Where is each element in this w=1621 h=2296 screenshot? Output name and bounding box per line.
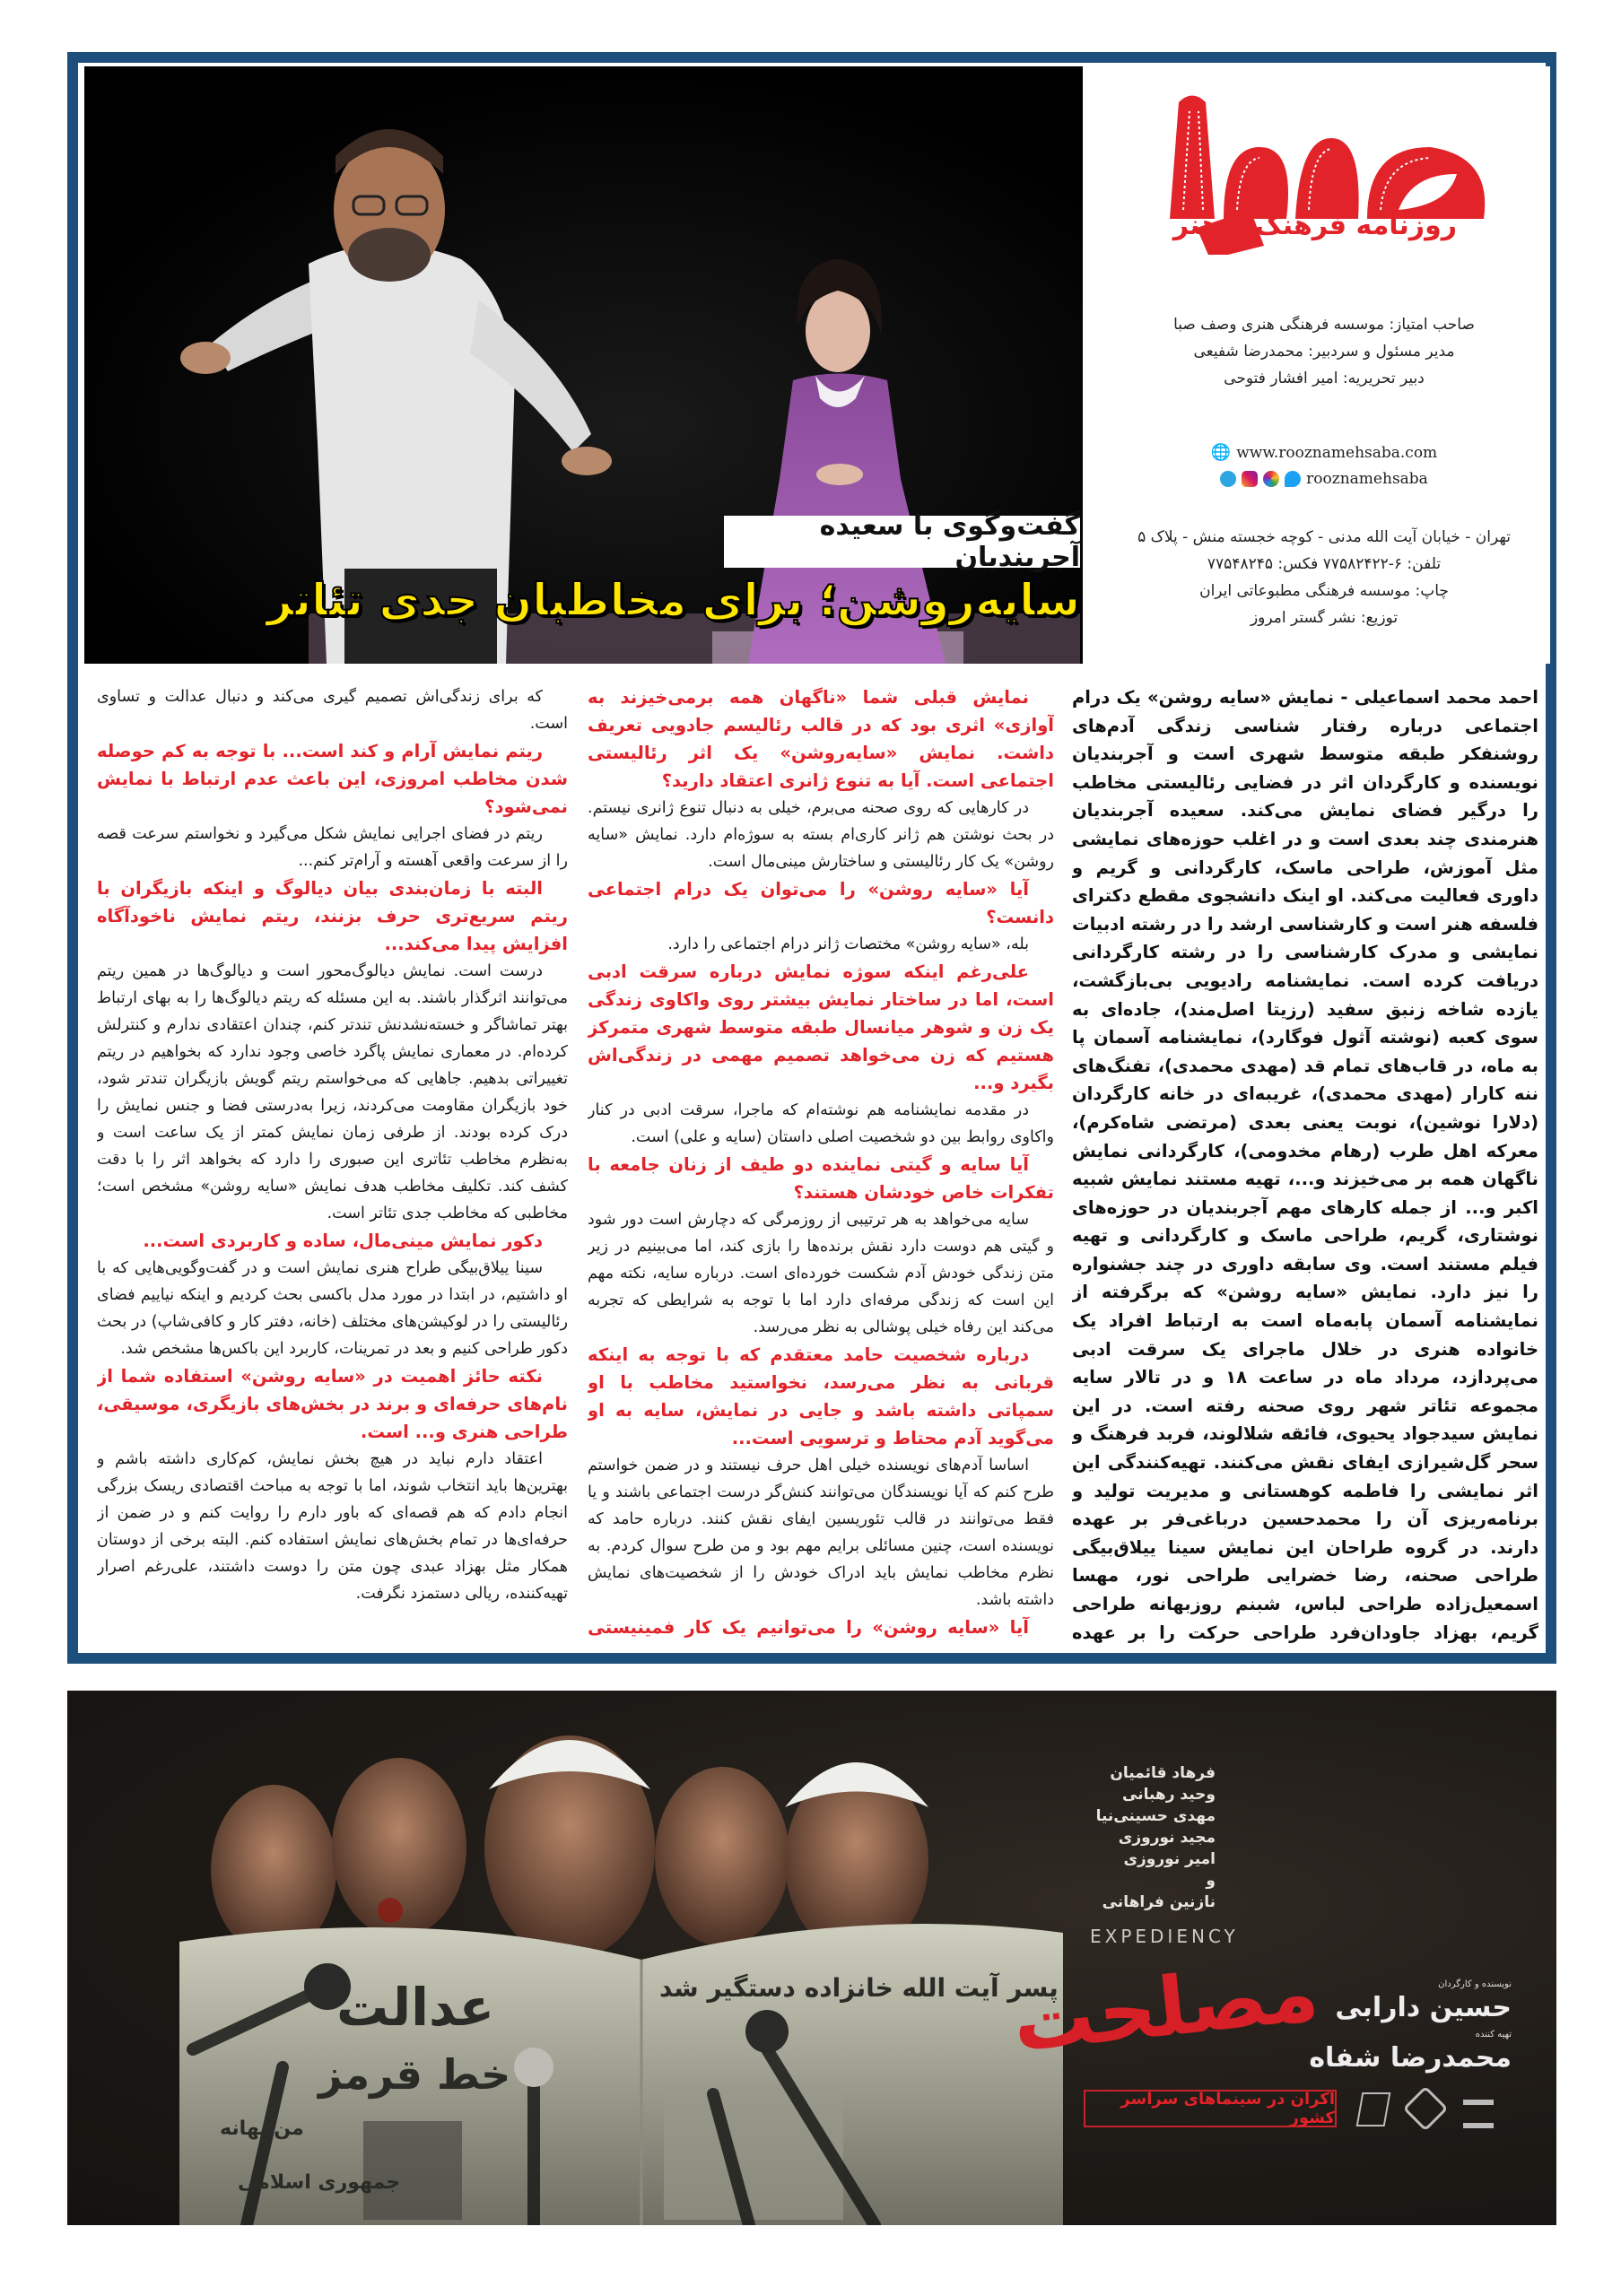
interview-question: ریتم نمایش آرام و کند است... با توجه به کم حوصله شدن مخاطب امروزی، این باعث عدم ارتباط با نمایش نمی‌شود؟ [97, 741, 568, 817]
printer: چاپ: موسسه فرهنگی مطبوعاتی ایران [1199, 582, 1449, 600]
interview-answer: سایه می‌خواهد به هر ترتیبی از روزمرگی که دچارش است دور شود و گیتی هم دوست دارد نقش برنده‌ها را بازی کند، اما می‌بینیم در زیر متن زندگی خودش آدم شکست خورده‌ای است. درباره سایه، نکته مهم این است که زندگی مرفه‌ای دارد اما با توجه به شرایطی که تجربه می‌کند این رفاه خیلی پوشالی به نظر می‌رسد. [588, 1211, 1054, 1336]
sponsor-logo-icon [1463, 2100, 1494, 2128]
article-column-middle [588, 683, 1054, 1643]
cast-list [1096, 1762, 1216, 1913]
social-handle[interactable]: rooznamehsaba [1306, 470, 1428, 488]
newspaper-headline: پسر آیت الله خانزاده دستگیر شد [659, 1973, 1059, 2003]
cast-member: وحید رهبانی [1122, 1786, 1216, 1804]
newspaper-headline: خط قرمز [318, 2050, 511, 2099]
director-name: حسین دارابی [1335, 1992, 1512, 2023]
interview-question: نمایش قبلی شما «ناگهان همه برمی‌خیزند به آوازی» اثری بود که در قالب رئالیسم جادویی تعریف داشت. نمایش «سایه‌روشن» یک اثر رئالیستی اجتماعی است. آیا به تنوع ژانری اعتقاد دارید؟ [588, 687, 1054, 791]
producer-label: تهیه کننده [1475, 2030, 1512, 2039]
poster-artwork [67, 1691, 1556, 2225]
film-title-calligraphy: مصلحت [1008, 1944, 1323, 2071]
logo-subtitle: روزنامه فرهنگ و هنر [1172, 210, 1457, 241]
address: تهران - خیابان آیت الله مدنی - کوچه خجسته منش - پلاک ۵ [1137, 528, 1511, 546]
interview-question: نکته حائز اهمیت در «سایه روشن» استفاده شما از نام‌های حرفه‌ای و برند در بخش‌های بازیگری، موسیقی، طراحی هنری و... است. [97, 1366, 568, 1442]
director-label: نویسنده و کارگردان [1438, 1979, 1512, 1989]
interview-question: آیا «سایه روشن» را می‌توان یک درام اجتماعی دانست؟ [588, 879, 1054, 927]
sponsor-logos [1359, 2092, 1494, 2128]
rubika-icon[interactable] [1263, 471, 1279, 487]
masthead [1098, 66, 1550, 664]
instagram-icon[interactable] [1242, 471, 1258, 487]
managing-editor: دبیر تحریریه: امیر افشار فتوحی [1224, 370, 1425, 387]
sponsor-logo-icon [1356, 2092, 1391, 2126]
website-link[interactable]: www.rooznamehsaba.com [1236, 443, 1438, 462]
interview-question: آیا سایه و گیتی نماینده دو طیف از زنان جامعه با تفکرات خاص خودشان هستند؟ [588, 1154, 1054, 1203]
sponsor-logo-icon [1403, 2086, 1449, 2132]
cast-member: فرهاد قائمیان [1110, 1764, 1216, 1782]
interview-question: درباره شخصیت حامد معتقدم که با توجه به اینکه قربانی به نظر می‌رسد، نخواستید مخاطب با او سمپاتی داشته باشد و جایی در نمایش، سایه به او می‌گوید آدم محتاط و ترسویی است... [588, 1344, 1054, 1448]
editor-in-chief: مدیر مسئول و سردبیر: محمدرضا شفیعی [1193, 343, 1455, 361]
cast-member: مجید نوروزی [1118, 1829, 1216, 1847]
cast-member: نازنین فراهانی [1102, 1893, 1216, 1911]
interview-answer: اساسا آدم‌های نویسنده خیلی اهل حرف نیستند و در ضمن خواستم طرح کنم که آیا نویسندگان می‌توانند کنش‌گر درست اجتماعی باشند و یا فقط می‌توانند در قالب تئوریسین ایفای نقش کنند. درباره حامد که نویسنده است، چنین مسائلی برایم مهم بود و من طرح سوال کردم. به نظرم مخاطب نمایش باید ادراک خودش را از شخصیت‌های نمایش داشته باشد. [588, 1457, 1054, 1609]
release-banner: اکران در سینماهای سراسر کشور [1084, 2090, 1337, 2127]
phone-fax: تلفن: ۶-۷۷۵۸۲۴۲۲ فکس: ۷۷۵۴۸۲۴۵ [1207, 555, 1442, 573]
cast-member: امیر نوروزی [1123, 1850, 1216, 1868]
telegram-icon[interactable] [1220, 471, 1236, 487]
interview-question: علی‌رغم اینکه سوژه نمایش درباره سرقت ادبی است، اما در ساختار نمایش بیشتر روی واکاوی زندگی یک زن و شوهر میانسال طبقه متوسط شهری متمرکز هستیم که زن می‌خواهد تصمیم مهمی در زندگی‌اش بگیرد و... [588, 961, 1054, 1093]
film-advertisement[interactable] [67, 1691, 1556, 2225]
social-row [1098, 470, 1550, 488]
interview-answer: ریتم در فضای اجرایی نمایش شکل می‌گیرد و نخواستم سرعت قصه را از سرعت واقعی آهسته و آرام‌تر کنم... [97, 825, 568, 870]
english-title: EXPEDIENCY [1090, 1926, 1239, 1947]
owner: صاحب امتیاز: موسسه فرهنگی هنری وصف صبا [1173, 316, 1475, 334]
interview-answer: درست است. نمایش دیالوگ‌محور است و دیالوگ‌ها در همین ریتم می‌توانند اثرگذار باشند. به این مسئله که ریتم دیالوگ‌ها را به بهای ارتباط بهتر تماشاگر و خسته‌نشدنش تندتر کنم، چندان اعتقادی ندارم و کنترلش کرده‌ام. در معماری نمایش پاگرد خاصی وجود ندارد که بخواهیم در ریتم تغییراتی بدهیم. جاهایی که می‌خواستم ریتم گویش بازیگران تندتر شود، خود بازیگران مقاومت می‌کردند، زیرا به‌درستی فضا و جنس نمایش را درک کرده بودند. از طرفی زمان نمایش کمتر از یک ساعت است و به‌نظرم مخاطب تئاتری این صبوری را دارد که بخواهد اثر را با دقت کشف کند. تکلیف مخاطب هدف نمایش «سایه روشن» مشخص است؛ مخاطبی که مخاطب جدی تئاتر است. [97, 962, 568, 1222]
interview-answer: اعتقاد دارم نباید در هیچ بخش نمایش، کم‌کاری داشته باشم و بهترین‌ها باید انتخاب شوند، اما با توجه به مباحث اقتصادی ریسک بزرگی انجام دادم که هم قصه‌ای که باور دارم را روایت کنم و در ضمن از حرفه‌ای‌ها در تمام بخش‌های نمایش استفاده کنم. البته برخی از دوستان همکار مثل بهزاد عبدی چون متن را دوست داشتند، علی‌رغم اصرار تهیه‌کننده، ریالی دستمزد نگرفت. [97, 1450, 568, 1603]
article-kicker: گفت‌وگوی با سعیده آجربندیان [724, 516, 1080, 568]
interview-answer: بله، «سایه روشن» مختصات ژانر درام اجتماعی را دارد. [667, 935, 1029, 953]
newspaper-headline: جمهوری اسلامی [238, 2171, 401, 2194]
cast-conjunction: و [1206, 1872, 1216, 1890]
producer-name: محمدرضا شفاه [1309, 2042, 1512, 2074]
interview-answer: که برای زندگی‌اش تصمیم گیری می‌کند و دنبال عدالت و تساوی است. [97, 688, 568, 733]
article-column-right [1072, 683, 1538, 1643]
newspaper-headline: من بهانه [220, 2118, 304, 2140]
interview-answer: در مقدمه نمایشنامه هم نوشته‌ام که ماجرا، سرقت ادبی در کنار واکاوی روابط بین دو شخصیت اصلی داستان (سایه و علی) است. [588, 1101, 1054, 1146]
interview-question: دکور نمایش مینی‌مال، ساده و کاربردی است... [143, 1231, 543, 1251]
interview-answer: در کارهایی که روی صحنه می‌برم، خیلی به دنبال تنوع ژانری نیستم. در بحث نوشتن هم ژانر کاری‌ام بسته به سوژه‌ام دارد. نمایش «سایه روشن» یک کار رئالیستی و ساختارش مینی‌مال است. [588, 799, 1054, 871]
article-lead: احمد محمد اسماعیلی - نمایش «سایه روشن» یک درام اجتماعی درباره رفتار شناسی زندگی آدم‌های روشنفکر طبقه متوسط شهری است و آجربندیان نویسنده و کارگردان اثر در فضایی رئالیستی مخاطب را درگیر فضای نمایش می‌کند. سعیده آجربندیان هنرمندی چند بعدی است و در اغلب حوزه‌های نمایشی مثل آموزش، طراحی ماسک، کارگردانی و گریم و داوری فعالیت می‌کند. او اینک دانشجوی مقطع دکترای فلسفه هنر است و کارشناسی ارشد را در رشته ادبیات نمایشی و مدرک کارشناسی را در رشته کارگردانی دریافت کرده است. نمایشنامه رادیویی بی‌بازگشت، یازده شاخه زنبق سفید (رزیتا اصل‌مند)، جاده‌ای به سوی کعبه (نوشته آثول فوگارد)، نمایشنامه آسمان پا به ماه، در قاب‌های تمام قد (مهدی محمدی)، تفنگ‌های ننه کارار (مهدی محمدی)، غریبه‌ای در خانه کارگردان (دلارا نوشین)، نوبت یعنی بعدی (مرتضی شاه‌کرم)، معرکه اهل طرب (رهام مخدومی)، کارگردانی نمایش ناگهان همه بر می‌خیزند و...، تهیه مستند نمایش شبیه اکبر و... از جمله کارهای مهم آجربندیان در حوزه‌های نوشتاری، گریم، طراحی ماسک و کارگردانی و تهیه فیلم مستند است. وی سابقه داوری در چند جشنواره را نیز دارد. نمایش «سایه روشن» که برگرفته از نمایشنامه آسمان پابه‌ماه است به ارتباط افراد یک خانواده هنری در خلال ماجرای یک سرقت ادبی می‌پردازد، مرداد ماه در ساعت ۱۸ و در تالار سایه مجموعه تئاتر شهر روی صحنه رفته است. در این نمایش سیدجواد یحیوی، فائقه شلالوند، فربد فرهنگ و سحر گل‌شیرازی ایفای نقش می‌کنند. تهیه‌کنندگی این اثر نمایشی را فاطمه کوهستانی و مدیریت تولید و برنامه‌ریزی آن را محمدحسین درباغی‌فر بر عهده دارند. در گروه طراحان این نمایش سینا ییلاق‌بیگی طراحی صحنه، رضا خضرایی طراحی نور، مهسا اسمعیل‌زاده طراحی لباس، شبنم روزبهانه طراحی گریم، بهزاد جاودان‌فرد طراحی حرکت را بر عهده [1072, 687, 1538, 1643]
article-headline: سایه‌روشن؛ برای مخاطبان جدی تئاتر [266, 574, 1080, 626]
interview-answer: سینا ییلاق‌بیگی طراح هنری نمایش است و در گفت‌وگویی‌هایی که با او داشتیم، در ابتدا در مورد مدل باکسی بحث کردیم و اینکه نیاییم فضای رئالیستی را در لوکیشن‌های مختلف (خانه، دفتر کار و کافی‌شاپ) در بحث دکور طراحی کنیم و بعد در تمرینات، کاربرد این باکس‌ها مشخص شد. [97, 1259, 568, 1358]
newspaper-headline: عدالت [336, 1977, 495, 2038]
distribution: توزیع: نشر گستر امروز [1250, 609, 1399, 627]
interview-question: آیا «سایه روشن» را می‌توانیم یک کار فمینیستی [588, 1617, 1029, 1638]
interview-question: البته با زمان‌بندی بیان دیالوگ و اینکه بازیگران با ریتم سریع‌تری حرف بزنند، ریتم نمایش ناخودآگاه افزایش پیدا می‌کند... [97, 878, 568, 954]
article-column-left [97, 683, 568, 1643]
cast-member: مهدی حسینی‌نیا [1095, 1807, 1216, 1825]
twitter-icon[interactable] [1285, 471, 1301, 487]
website-row [1098, 443, 1550, 462]
globe-icon: 🌐 [1210, 443, 1232, 462]
